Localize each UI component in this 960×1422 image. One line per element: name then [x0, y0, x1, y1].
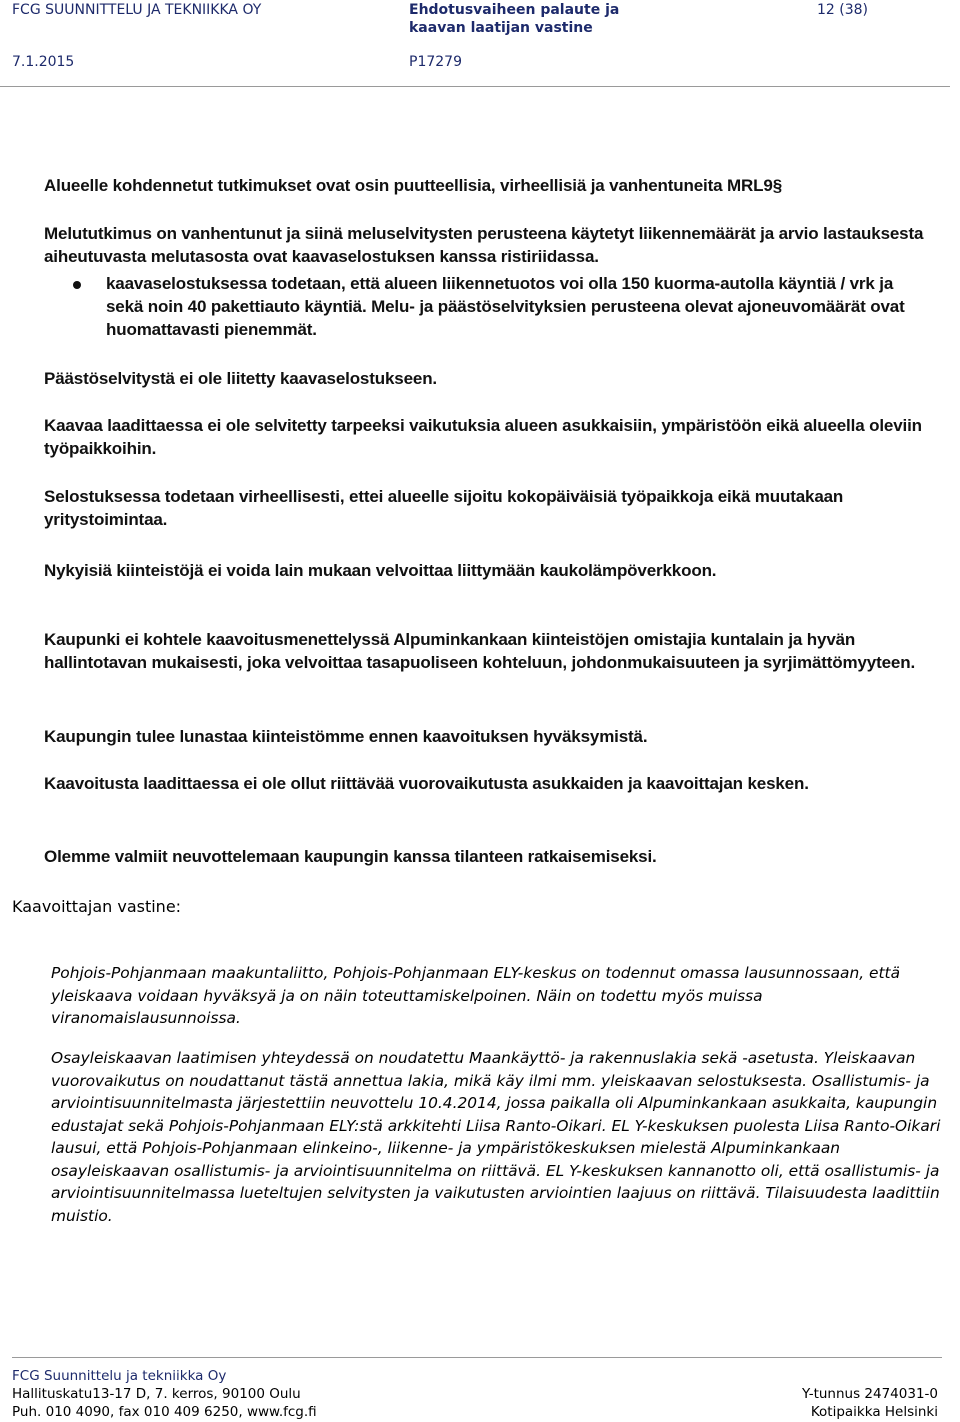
footer-business-id: Y-tunnus 2474031-0: [802, 1386, 938, 1402]
feedback-paragraph: Kaavaa laadittaessa ei ole selvitetty tarpeeksi vaikutuksia alueen asukkaisiin, ympäristöön eikä alueella oleviin työpaikkoihin.: [44, 416, 922, 458]
footer-address: Hallituskatu13-17 D, 7. kerros, 90100 Oulu: [12, 1386, 301, 1402]
response-paragraph: Pohjois-Pohjanmaan maakuntaliitto, Pohjois-Pohjanmaan ELY-keskus on todennut omassa lausunnossaan, että yleiskaava voidaan hyväksyä ja on näin toteuttamiskelpoinen. Näin on todettu myös muissa viranomaislausunnoissa.: [51, 964, 901, 1027]
footer-domicile: Kotipaikka Helsinki: [810, 1404, 938, 1420]
feedback-bullet: kaavaselostuksessa todetaan, että alueen liikennetuotos voi olla 150 kuorma-autolla käyntiä / vrk ja sekä noin 40 pakettiauto käyntiä. Melu- ja päästöselvityksien perusteena olevat ajoneuvomäärät ovat huomattavasti pienemmät.: [106, 274, 905, 339]
feedback-paragraph: Kaupunki ei kohtele kaavoitusmenettelyssä Alpuminkankaan kiinteistöjen omistajia kuntalain ja hyvän hallintotavan mukaisesti, joka velvoittaa tasapuoliseen kohteluun, johdonmukaisuuteen ja syrjimättömyyteen.: [44, 630, 916, 672]
footer-contact: Puh. 010 4090, fax 010 409 6250, www.fcg.fi: [12, 1404, 317, 1420]
response-heading: Kaavoittajan vastine:: [12, 897, 182, 916]
footer-divider: [12, 1357, 942, 1358]
header-date: 7.1.2015: [12, 54, 75, 70]
header-divider: [0, 86, 950, 87]
header-company: FCG SUUNNITTELU JA TEKNIIKKA OY: [12, 2, 262, 18]
feedback-paragraph: Selostuksessa todetaan virheellisesti, ettei alueelle sijoitu kokopäiväisiä työpaikkoja eikä muutakaan yritystoimintaa.: [44, 487, 844, 529]
feedback-paragraph: Olemme valmiit neuvottelemaan kaupungin kanssa tilanteen ratkaisemiseksi.: [44, 847, 657, 866]
header-page-number: 12 (38): [817, 2, 869, 18]
response-paragraph: Osayleiskaavan laatimisen yhteydessä on noudatettu Maankäyttö- ja rakennuslakia sekä -asetusta. Yleiskaavan vuorovaikutus on noudattanut tästä annettua lakia, mikä käy ilmi mm. yleiskaavan selostuksesta. Osallistumis- ja arviointisuunnitelmasta järjestettiin neuvottelu 10.4.2014, jossa paikalla oli Alpuminkankaan asukkaita, kaupungin edustajat sekä Pohjois-Pohjanmaan ELY:stä arkkitehti Liisa Ranto-Oikari. EL Y-keskuksen puolesta Liisa Ranto-Oikari lausui, että Pohjois-Pohjanmaan elinkeino-, liikenne- ja ympäristökeskuksen mielestä Alpuminkankaan osayleiskaavan osallistumis- ja arviointisuunnitelma on riittävä. EL Y-keskuksen kannanotto oli, että osallistumis- ja arviointisuunnitelmassa lueteltujen selvitysten ja vaikutusten arviointien laajuus on riittävä. Tilaisuudesta laadittiin muistio.: [51, 1049, 941, 1225]
footer-company: FCG Suunnittelu ja tekniikka Oy: [12, 1368, 227, 1384]
header-project-number: P17279: [409, 54, 462, 70]
header-doc-title-2: kaavan laatijan vastine: [409, 20, 593, 36]
feedback-paragraph: Nykyisiä kiinteistöjä ei voida lain mukaan velvoittaa liittymään kaukolämpöverkkoon.: [44, 561, 717, 580]
feedback-paragraph: Päästöselvitystä ei ole liitetty kaavaselostukseen.: [44, 369, 438, 388]
feedback-paragraph: Kaupungin tulee lunastaa kiinteistömme ennen kaavoituksen hyväksymistä.: [44, 727, 648, 746]
bullet-icon: [73, 281, 81, 289]
header-doc-title-1: Ehdotusvaiheen palaute ja: [409, 2, 620, 18]
feedback-paragraph: Kaavoitusta laadittaessa ei ole ollut riittävää vuorovaikutusta asukkaiden ja kaavoittajan kesken.: [44, 774, 809, 793]
feedback-paragraph: Melututkimus on vanhentunut ja siinä meluselvitysten perusteena käytetyt liikennemäärät ja arvio lastauksesta aiheutuvasta melutasosta ovat kaavaselostuksen kanssa ristiriidassa.: [44, 224, 924, 266]
feedback-scan: [0, 88, 960, 888]
feedback-paragraph: Alueelle kohdennetut tutkimukset ovat osin puutteellisia, virheellisiä ja vanhentuneita MRL9§: [44, 176, 783, 195]
